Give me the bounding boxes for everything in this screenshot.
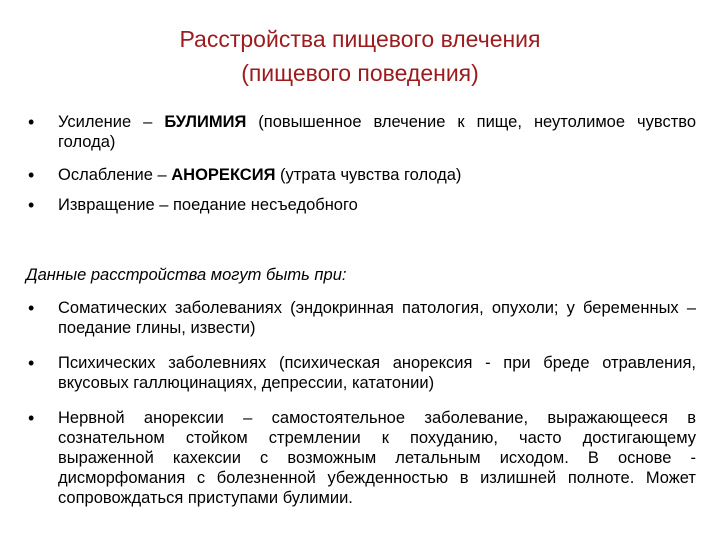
list-item-psychiatric: • Психических заболевниях (психическая анорексия - при бреде отравления, вкусовых галлюцинациях, депрессии, кататонии) [26,353,696,393]
list-item-perversion: • Извращение – поедание несъедобного [26,195,696,215]
subheading: Данные расстройства могут быть при: [26,266,347,284]
conditions-list [26,298,696,508]
appetite-disorders-list [26,112,696,225]
slide-title-line-2: (пищевого поведения) [241,60,479,86]
list-item-decrease: • Ослабление – АНОРЕКСИЯ (утрата чувства голода) [26,165,696,185]
slide-title-line-1: Расстройства пищевого влечения [179,26,541,52]
list-item-anorexia-nervosa: • Нервной анорексии – самостоятельное заболевание, выражающееся в сознательном стойком стремлении к похуданию, часто достигающему выраженной кахексии с возможным летальным исходом. В основе - дисморфомания с болезненной убежденностью в излишней полноте. Может сопровождаться приступами булимии. [26,408,696,508]
term-anorexia: АНОРЕКСИЯ [171,166,276,184]
list-item-somatic: • Соматических заболеваниях (эндокринная патология, опухоли; у беременных – поедание глины, извести) [26,298,696,338]
list-item-increase: • Усиление – БУЛИМИЯ (повышенное влечение к пище, неутолимое чувство голода) [26,112,696,152]
term-bulimia: БУЛИМИЯ [164,113,247,131]
slide-title [40,22,680,90]
